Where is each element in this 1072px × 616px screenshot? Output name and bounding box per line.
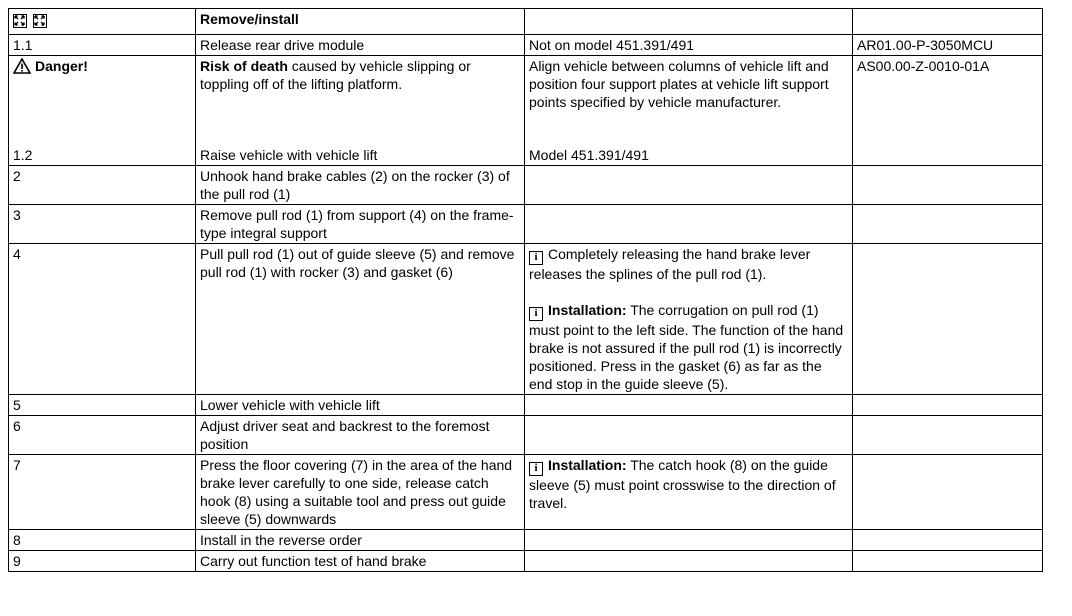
step-action: Unhook hand brake cables (2) on the rocker (3) of the pull rod (1) xyxy=(196,166,525,205)
step-number: 1.1 xyxy=(9,35,196,56)
step-action: Remove pull rod (1) from support (4) on the frame-type integral support xyxy=(196,205,525,244)
step-note xyxy=(525,395,853,416)
table-row xyxy=(9,35,1043,56)
danger-label: Danger! xyxy=(35,58,88,74)
step-note xyxy=(525,416,853,455)
table-header-row xyxy=(9,9,1043,35)
step-reference xyxy=(853,244,1043,395)
step-note xyxy=(525,205,853,244)
step-action: Adjust driver seat and backrest to the foremost position xyxy=(196,416,525,455)
step-action: Install in the reverse order xyxy=(196,530,525,551)
header-title: Remove/install xyxy=(196,9,525,35)
step-number: 9 xyxy=(9,551,196,572)
installation-note: The corrugation on pull rod (1) must point to the left side. The function of the hand brake is not assured if the pull rod (1) is incorrectly positioned. Press in the gasket (6) as far as the end stop in the guide sleeve (5). xyxy=(529,302,844,392)
header-icons-cell xyxy=(9,9,196,35)
step-number: 3 xyxy=(9,205,196,244)
table-row xyxy=(9,551,1043,572)
danger-cell xyxy=(9,56,196,166)
info-icon: i xyxy=(529,307,543,321)
info-note: Completely releasing the hand brake lever releases the splines of the pull rod (1). xyxy=(529,246,811,282)
info-icon: i xyxy=(529,251,543,265)
step-number: 6 xyxy=(9,416,196,455)
step-reference xyxy=(853,530,1043,551)
step-note xyxy=(525,455,853,530)
step-number: 2 xyxy=(9,166,196,205)
step-note xyxy=(525,244,853,395)
danger-note-cell xyxy=(525,56,853,166)
procedure-table xyxy=(8,8,1043,572)
step-action: Carry out function test of hand brake xyxy=(196,551,525,572)
installation-note: The catch hook (8) on the guide sleeve (5) must point crosswise to the direction of travel. xyxy=(529,457,836,511)
step-reference xyxy=(853,395,1043,416)
table-row xyxy=(9,530,1043,551)
step-action: Raise vehicle with vehicle lift xyxy=(200,147,378,163)
step-reference-link[interactable]: AR01.00-P-3050MCU xyxy=(853,35,1043,56)
table-row xyxy=(9,205,1043,244)
step-note: Not on model 451.391/491 xyxy=(525,35,853,56)
step-action: Lower vehicle with vehicle lift xyxy=(196,395,525,416)
table-row xyxy=(9,244,1043,395)
expand-grid-icon[interactable] xyxy=(13,14,27,28)
table-row xyxy=(9,416,1043,455)
risk-rest: caused by vehicle slipping or toppling off of the lifting platform. xyxy=(200,58,471,92)
step-action: Pull pull rod (1) out of guide sleeve (5) and remove pull rod (1) with rocker (3) and gasket (6) xyxy=(196,244,525,395)
step-reference-link[interactable]: AS00.00-Z-0010-01A xyxy=(853,56,1043,166)
step-note xyxy=(525,530,853,551)
table-row-danger xyxy=(9,56,1043,166)
step-reference xyxy=(853,166,1043,205)
step-reference xyxy=(853,455,1043,530)
step-note: Model 451.391/491 xyxy=(529,147,649,163)
table-row xyxy=(9,166,1043,205)
step-number: 8 xyxy=(9,530,196,551)
expand-grid-icon[interactable] xyxy=(33,14,47,28)
risk-bold: Risk of death xyxy=(200,58,288,74)
step-reference xyxy=(853,416,1043,455)
installation-label: Installation: xyxy=(548,457,627,473)
installation-label: Installation: xyxy=(548,302,627,318)
step-action: Press the floor covering (7) in the area of the hand brake lever carefully to one side, release catch hook (8) using a suitable tool and press out guide sleeve (5) downwards xyxy=(196,455,525,530)
step-number: 5 xyxy=(9,395,196,416)
step-reference xyxy=(853,551,1043,572)
step-action: Release rear drive module xyxy=(196,35,525,56)
danger-risk-text xyxy=(196,56,525,166)
step-number: 1.2 xyxy=(13,147,33,163)
table-row xyxy=(9,455,1043,530)
table-row xyxy=(9,395,1043,416)
header-empty-cell xyxy=(525,9,853,35)
step-note xyxy=(525,166,853,205)
warning-triangle-icon xyxy=(13,58,31,78)
danger-note: Align vehicle between columns of vehicle lift and position four support plates at vehicle lift support points specified by vehicle manufacturer. xyxy=(529,58,829,110)
step-number: 7 xyxy=(9,455,196,530)
step-note xyxy=(525,551,853,572)
header-empty-cell xyxy=(853,9,1043,35)
step-number: 4 xyxy=(9,244,196,395)
step-reference xyxy=(853,205,1043,244)
info-icon: i xyxy=(529,462,543,476)
